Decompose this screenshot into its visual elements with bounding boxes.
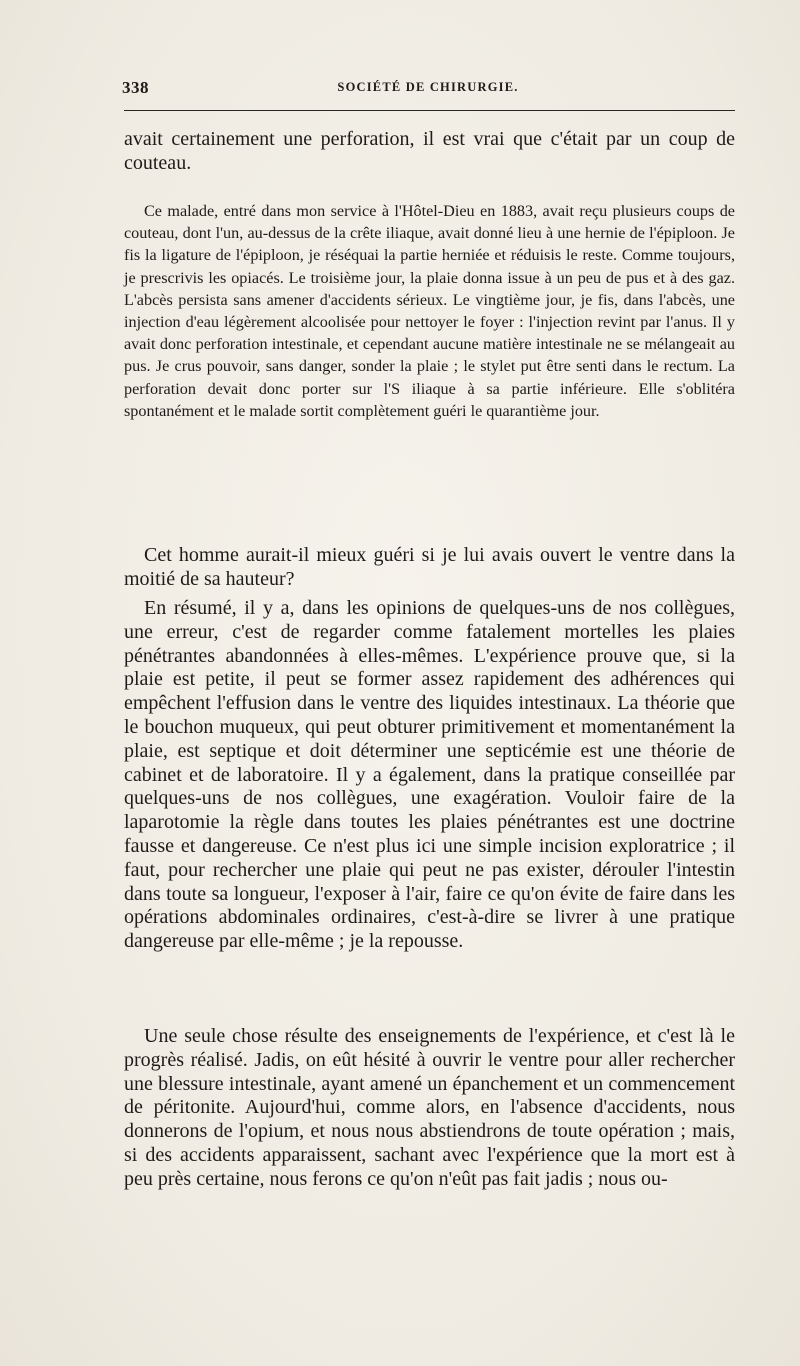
- page-header: [122, 78, 734, 100]
- continuation-paragraph: avait certainement une perforation, il est vrai que c'était par un coup de couteau.: [124, 128, 735, 174]
- summary-paragraph: En résumé, il y a, dans les opinions de quelques-uns de nos collègues, une erreur, c'est de regarder comme fatalement mortelles les plaies pénétrantes abandonnées à elles-mêmes. L'expérience prouve que, si la plaie est petite, il peut se former assez rapidement des adhérences qui empêchent l'effusion dans le ventre des liquides intestinaux. La théorie que le bouchon muqueux, qui peut obturer primitivement et momentanément la plaie, est septique et doit déterminer une septicémie est une théorie de cabinet et de laboratoire. Il y a également, dans la pratique conseillée par quelques-uns de nos collègues, une exagération. Vouloir faire de la laparotomie la règle dans toutes les plaies pénétrantes est une doctrine fausse et dangereuse. Ce n'est plus ici une simple incision exploratrice ; il faut, pour rechercher une plaie qui peut ne pas exister, dérouler l'intestin dans toute sa longueur, l'exposer à l'air, faire ce qu'on évite de faire dans les opérations abdominales ordinaires, c'est-à-dire se livrer à une pratique dangereuse par elle-même ; je la repousse.: [124, 597, 735, 953]
- case-report-paragraph: Ce malade, entré dans mon service à l'Hôtel-Dieu en 1883, avait reçu plusieurs coups de couteau, dont l'un, au-dessus de la crête iliaque, avait donné lieu à une hernie de l'épiploon. Je fis la ligature de l'épiploon, je réséquai la partie herniée et réduisis le reste. Comme toujours, je prescrivis les opiacés. Le troisième jour, la plaie donna issue à un peu de pus et à des gaz. L'abcès persista sans amener d'accidents sérieux. Le vingtième jour, je fis, dans l'abcès, une injection d'eau légèrement alcoolisée pour nettoyer le foyer : l'injection revint par l'anus. Il y avait donc perforation intestinale, et cependant aucune matière intestinale ne se mélangeait au pus. Je crus pouvoir, sans danger, sonder la plaie ; le stylet put être senti dans le rectum. La perforation devait donc porter sur l'S iliaque à sa partie inférieure. Elle s'oblitéra spontanément et le malade sortit complètement guéri le quarantième jour.: [124, 202, 735, 420]
- conclusion-paragraph: Une seule chose résulte des enseignements de l'expérience, et c'est là le progrès réalisé. Jadis, on eût hésité à ouvrir le ventre pour aller rechercher une blessure intestinale, ayant amené un épanchement et un commencement de péritonite. Aujourd'hui, comme alors, en l'absence d'accidents, nous donnerons de l'opium, et nous nous abstiendrons de toute opération ; mais, si des accidents apparaissent, sachant avec l'expérience que la mort est à peu près certaine, nous ferons ce qu'on n'eût pas fait jadis ; nous ou-: [124, 1025, 735, 1190]
- question-paragraph: Cet homme aurait-il mieux guéri si je lui avais ouvert le ventre dans la moitié de sa hauteur?: [124, 544, 735, 590]
- page-number: 338: [122, 78, 149, 97]
- header-rule: [124, 110, 735, 111]
- running-title: SOCIÉTÉ DE CHIRURGIE.: [337, 80, 519, 94]
